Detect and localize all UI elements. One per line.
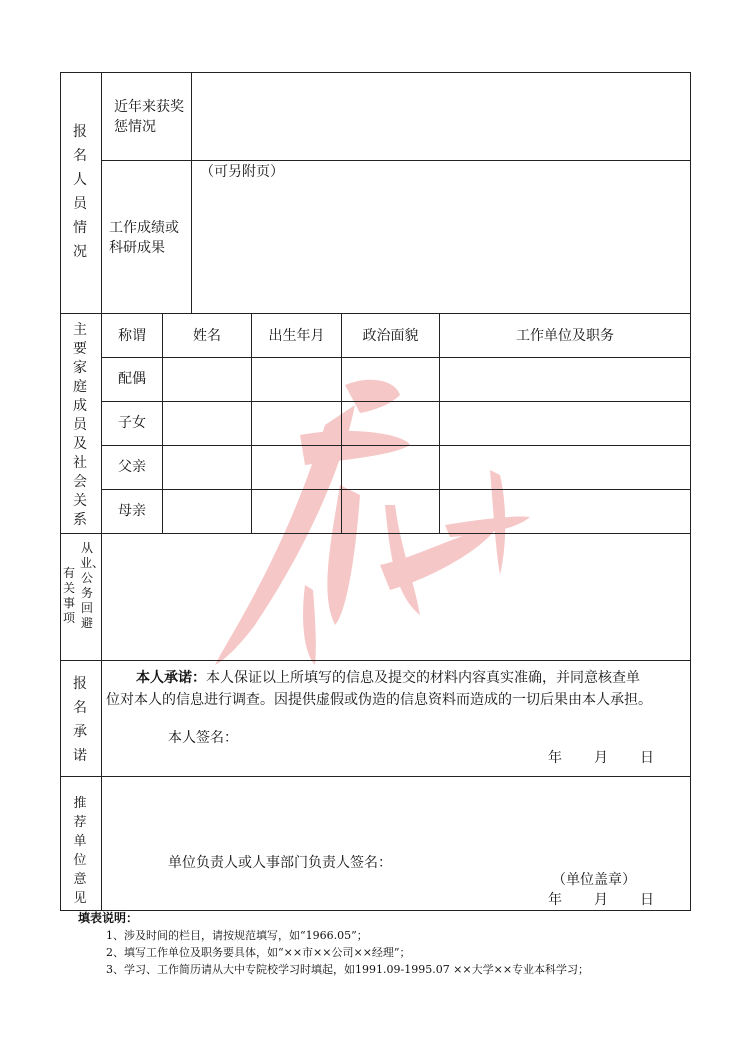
family-row-mother-fields[interactable] (163, 490, 690, 532)
recommend-signature-label: 单位负责人或人事部门负责人签名： (168, 855, 392, 871)
family-relation-child: 子女 (118, 415, 146, 431)
pledge-date-month: 月 (594, 750, 608, 766)
pledge-line-2: 位对本人的信息进行调查。因提供虚假或伪造的信息资料而造成的一切后果由本人承担。 (106, 692, 652, 708)
pledge-signature-field[interactable] (240, 726, 440, 748)
achievements-field[interactable] (192, 182, 689, 312)
family-header-birth: 出生年月 (268, 328, 325, 344)
divider-recommend (60, 776, 691, 777)
family-row-father-fields[interactable] (163, 446, 690, 488)
notes-item-1: 1、涉及时间的栏目，请按规范填写，如“1966.05”； (106, 929, 368, 942)
pledge-date-day: 日 (640, 750, 654, 766)
avoidance-label-col1: 有关事项 (62, 566, 75, 625)
pledge-text-1: 本人保证以上所填写的信息及提交的材料内容真实准确，并同意核查单 (206, 670, 640, 686)
recommend-date-day: 日 (640, 892, 654, 908)
family-relation-father: 父亲 (118, 459, 146, 475)
notes-item-3: 3、学习、工作简历请从大中专院校学习时填起，如1991.09-1995.07 ××大学××专业本科学习； (106, 963, 590, 976)
pledge-date-year: 年 (548, 750, 562, 766)
notes-item-2: 2、填写工作单位及职务要具体，如“××市××公司××经理”； (106, 946, 411, 959)
family-row-spouse-fields[interactable] (163, 358, 690, 400)
table-border-left (60, 72, 61, 910)
family-relation-spouse: 配偶 (118, 371, 146, 387)
avoidance-label-col2: 从业、公务回避 (80, 541, 105, 630)
notes-title: 填表说明： (78, 911, 139, 925)
label-column-divider (101, 72, 102, 910)
attach-note: （可另附页） (200, 164, 284, 180)
family-row-child-fields[interactable] (163, 402, 690, 444)
divider-family (60, 313, 691, 314)
recommend-section-label: 推荐单位意见 (73, 796, 87, 906)
table-border-bottom (60, 910, 691, 911)
pledge-line-1 (136, 668, 640, 688)
recommend-date-year: 年 (548, 892, 562, 908)
divider-awards (101, 160, 691, 161)
applicant-section-label: 报名人员情况 (73, 124, 87, 260)
family-header-name: 姓名 (193, 328, 221, 344)
table-border-right (690, 72, 691, 910)
family-header-relation: 称谓 (118, 328, 146, 344)
recommend-date-month: 月 (594, 892, 608, 908)
divider-pledge (60, 660, 691, 661)
pledge-section-label: 报名承诺 (73, 676, 87, 764)
pledge-title: 本人承诺： (136, 670, 206, 686)
awards-label: 近年来获奖惩情况 (114, 99, 184, 135)
family-relation-mother: 母亲 (118, 503, 146, 519)
avoidance-field[interactable] (102, 534, 690, 659)
awards-field[interactable] (192, 72, 689, 159)
achievements-label: 工作成绩或科研成果 (109, 220, 179, 256)
family-header-political: 政治面貌 (362, 328, 419, 344)
pledge-signature-label: 本人签名： (168, 730, 238, 746)
seal-note: （单位盖章） (552, 872, 636, 888)
family-section-label: 主要家庭成员及社会关系 (73, 322, 87, 528)
family-header-employer: 工作单位及职务 (516, 328, 614, 344)
